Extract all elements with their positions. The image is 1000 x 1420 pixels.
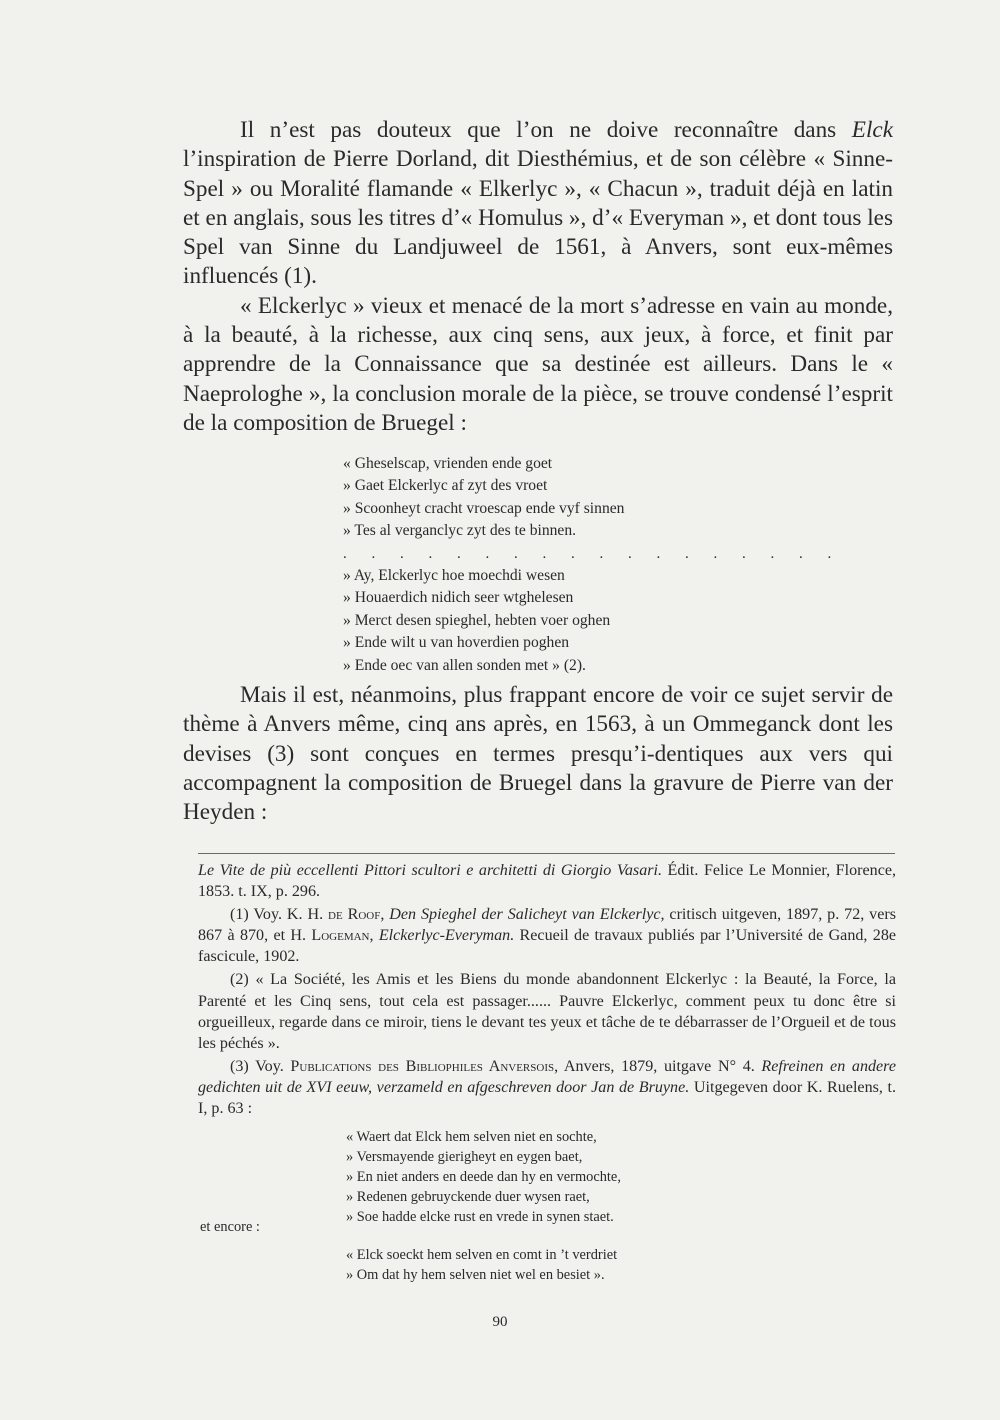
verse-line: « Waert dat Elck hem selven niet en sochte, xyxy=(346,1129,597,1145)
para1-italic-title: Elck xyxy=(851,117,893,143)
footnotes xyxy=(198,860,896,1121)
paragraph-2: « Elckerlyc » vieux et menacé de la mort s’adresse en vain au monde, à la beauté, à la richesse, aux cinq sens, aux jeux, à force, et finit par apprendre de la Connaissance que sa destinée est ailleurs. Dans le « Naeprologhe », la conclusion morale de la pièce, se trouve condensé l’esprit de la composition de Bruegel : xyxy=(183,292,893,436)
verse-line: » Ende oec van allen sonden met » (2). xyxy=(343,656,586,674)
main-text-block-2 xyxy=(183,681,893,827)
fn1-d: , xyxy=(369,927,379,945)
verse-line: » Om dat hy hem selven niet wel en besiet ». xyxy=(346,1266,605,1283)
fn1-title2: Elckerlyc-Everyman. xyxy=(378,927,515,945)
fn1-author2: Logeman xyxy=(311,927,370,945)
verse-line: » Gaet Elckerlyc af zyt des vroet xyxy=(343,477,548,495)
fn1-author: de Roof xyxy=(328,906,381,924)
fn1-c: critisch uitgeven, 1897, p. 72, vers 867 à 870, et H. xyxy=(198,906,896,945)
ellipsis-dots: . . . . . . . . . . . . . . . . . . xyxy=(343,545,842,562)
para1-start: Il n’est pas douteux que l’on ne doive reconnaître dans xyxy=(240,117,852,143)
footnote-rule xyxy=(198,853,895,854)
verse-line: » Tes al verganclyc zyt des te binnen. xyxy=(343,522,577,540)
footnote-0-rest: Édit. Felice Le Monnier, Florence, 1853. t. IX, p. 296. xyxy=(198,862,897,901)
fn1-title: Den Spieghel der Salicheyt van Elckerlyc, xyxy=(389,906,665,924)
verse-line: « Elck soeckt hem selven en comt in ’t verdriet xyxy=(346,1247,618,1263)
fn3-b: , Anvers, 1879, uitgave N° 4. xyxy=(554,1057,762,1075)
footnote-1 xyxy=(198,904,896,967)
verse-line: » Merct desen spieghel, hebten voer oghen xyxy=(343,611,611,629)
verse-line: » Houaerdich nidich seer wtghelesen xyxy=(343,589,574,607)
footnote-0-italic: Le Vite de più eccellenti Pittori scultori e architetti di Giorgio Vasari. xyxy=(198,862,663,879)
fn3-c: Uitgegeven door K. Ruelens, t. I, p. 63 : xyxy=(198,1078,896,1118)
paragraph-3: Mais il est, néanmoins, plus frappant encore de voir ce sujet servir de thème à Anvers même, cinq ans après, en 1563, à un Ommeganck dont les devises (3) sont conçues en termes presqu’i-dentiques aux vers qui accompagnent la composition de Bruegel dans la gravure de Pierre van der Heyden : xyxy=(183,682,893,826)
verse-block-1 xyxy=(343,453,842,677)
et-encore-label: et encore : xyxy=(200,1219,260,1235)
footnote-3 xyxy=(198,1056,896,1119)
verse-line: » Scoonheyt cracht vroescap ende vyf sinnen xyxy=(343,499,625,517)
fn3-a: (3) Voy. xyxy=(230,1057,291,1075)
verse-line: » En niet anders en deede dan hy en vermochte, xyxy=(346,1168,621,1185)
fn3-publisher: Publications des Bibliophiles Anversois xyxy=(290,1057,555,1075)
fn3-title: Refreinen en andere gedichten uit de XVI eeuw, verzameld en afgeschreven door Jan de Bruyne. xyxy=(198,1057,896,1096)
para1-rest: l’inspiration de Pierre Dorland, dit Diesthémius, et de son célèbre « Sinne-Spel » ou Moralité flamande « Elkerlyc », « Chacun », traduit déjà en latin et en anglais, sous les titres d’« Homulus », d’« Everyman », et dont tous les Spel van Sinne du Landjuweel de 1561, à Anvers, sont eux-mêmes influencés (1). xyxy=(183,146,893,290)
footnote-2: (2) « La Société, les Amis et les Biens du monde abandonnent Elckerlyc : la Beauté, la Force, la Parenté et les Cinq sens, tout cela est passager...... Pauvre Elckerlyc, comment peux tu donc être si orgueilleux, regarde dans ce miroir, tiens le devant tes yeux et tâche de te débarrasser de l’Orgueil et de tous les péchés ». xyxy=(198,971,896,1052)
verse-line: » Ende wilt u van hoverdien poghen xyxy=(343,634,570,652)
fn1-b: , xyxy=(380,906,390,924)
verse-line: » Soe hadde elcke rust en vrede in synen staet. xyxy=(346,1208,614,1225)
fn1-a: (1) Voy. K. H. xyxy=(230,906,329,924)
verse-line: « Gheselscap, vrienden ende goet xyxy=(343,455,553,472)
verse-block-3 xyxy=(346,1128,766,1228)
verse-block-4 xyxy=(346,1246,766,1286)
paragraph-1 xyxy=(183,116,893,292)
verse-line: » Ay, Elckerlyc hoe moechdi wesen xyxy=(343,567,565,585)
page-number: 90 xyxy=(492,1314,508,1330)
fn1-e: Recueil de travaux publiés par l’Université de Gand, 28e fascicule, 1902. xyxy=(198,927,897,966)
verse-line: » Redenen gebruyckende duer wysen raet, xyxy=(346,1188,590,1205)
main-text-block-1 xyxy=(183,116,893,438)
footnote-0 xyxy=(198,860,896,902)
verse-line: » Versmayende gierigheyt en eygen baet, xyxy=(346,1148,583,1165)
